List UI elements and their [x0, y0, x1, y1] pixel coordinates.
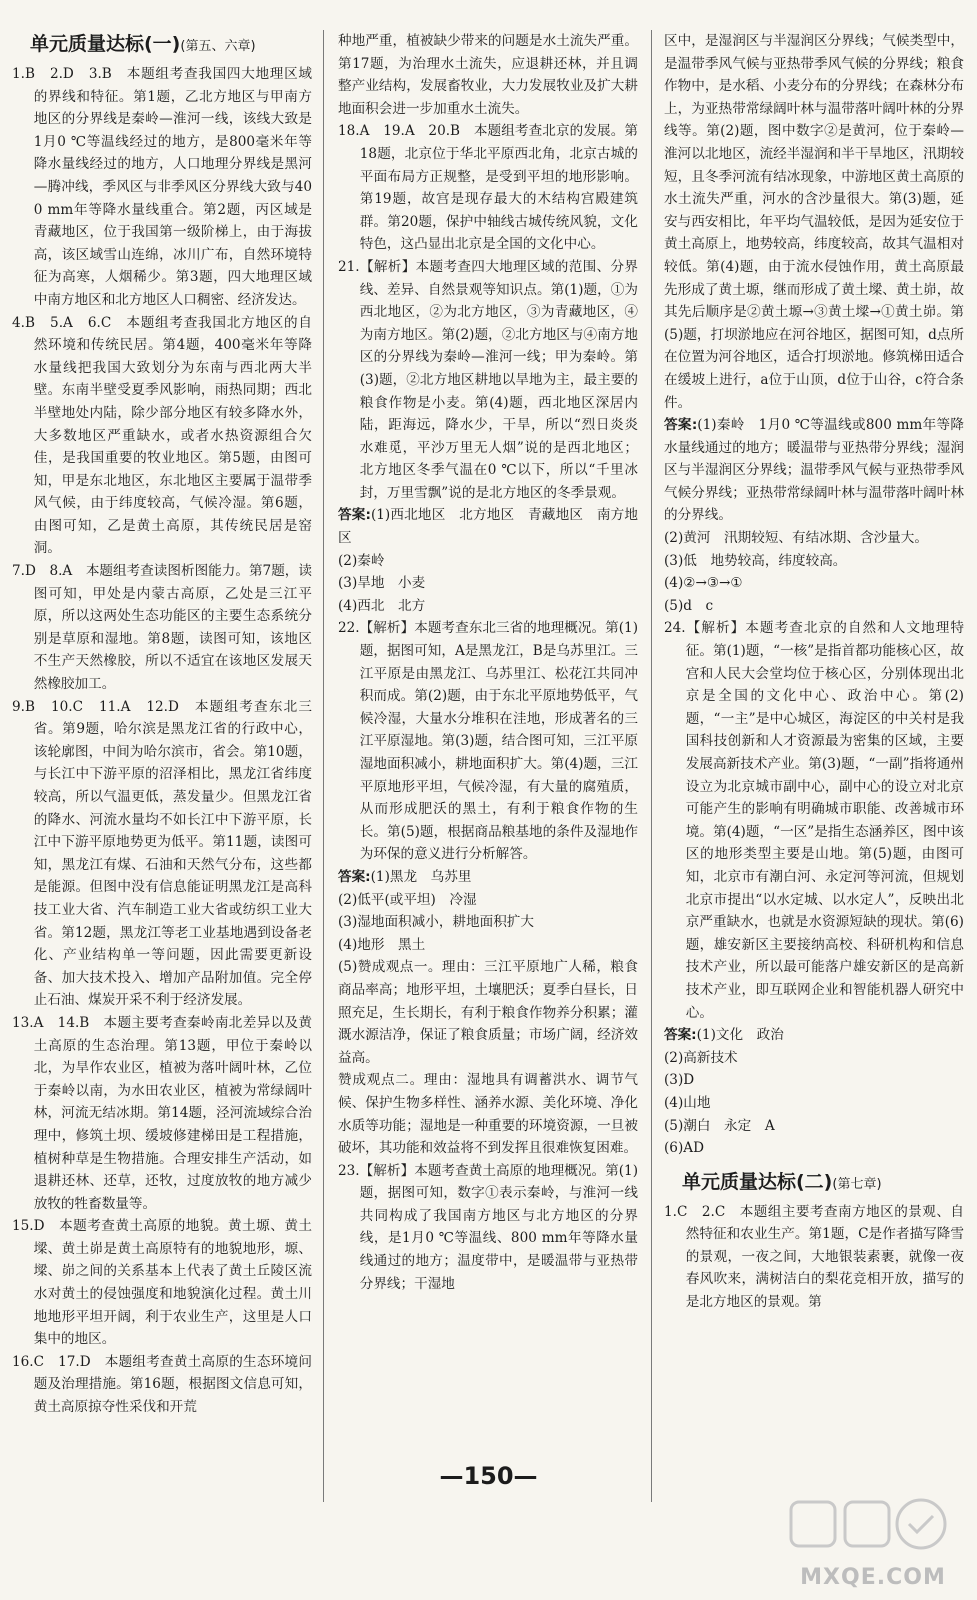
answer-q22-line: (3)湿地面积减小，耕地面积扩大: [338, 914, 534, 931]
answer-q23-line: (3)低 地势较高，纬度较高。: [664, 552, 847, 569]
answer-q22-line: (5)赞成观点一。理由：三江平原地广人稀，粮食商品率高；地形平坦，土壤肥沃；夏季白昼长，日照充足，生长期长，有利于粮食作物养分积累；灌溉水源洁净，保证了粮食质量；市场广阔，经济效益高。: [338, 959, 638, 1066]
answer-q24-line: (1)文化 政治: [696, 1027, 784, 1044]
answer-q24-line: (2)高新技术: [664, 1049, 738, 1066]
answer-q24-line: (4)山地: [664, 1094, 711, 1111]
answer-q15: 15.D 本题考查黄土高原的地貌。黄土塬、黄土墚、黄土峁是黄土高原特有的地貌地形，塬、墚、峁之间的关系基本上代表了黄土丘陵区流水对黄土的侵蚀强度和地貌演化过程。黄土川地地形平坦开阔，利于农业生产，这里是人口集中的地区。: [12, 1218, 312, 1348]
answer-q21-line: (4)西北 北方: [338, 597, 426, 614]
section-title-unit-2: [682, 1168, 964, 1199]
answer-column-3: [664, 30, 964, 1314]
answer-q23-line: (1)秦岭 1月0 ℃等温线或800 mm年等降水量线通过的地方；暖温带与亚热带分界线；湿润区与半湿润区分界线；温带季风气候与亚热带季风气候分界线；亚热带常绿阔叶林与温带落叶阔叶林的分界线。: [664, 417, 964, 524]
answer-label: 答案:: [664, 417, 698, 434]
answer-q23-line: (4)②→③→①: [664, 575, 743, 592]
answer-label: 答案:: [338, 868, 371, 885]
answer-q24-line: (3)D: [664, 1072, 695, 1089]
answer-q23-line: (5)d c: [664, 597, 714, 614]
answer-label: 答案:: [338, 507, 371, 524]
answer-q24-line: (6)AD: [664, 1140, 704, 1157]
answer-q4-6: 4.B 5.A 6.C 本题组考查我国北方地区的自然环境和传统民居。第4题，400毫米年等降水量线把我国大致划分为东南与西北两大半壁。东南半壁受夏季风影响，雨热同期；西北半壁地处内陆，除少部分地区有较多降水外，大多数地区严重缺水，或者水热资源组合欠佳，是我国重要的牧业地区。第5题，由图可知，甲是东北地区，东北地区主要属于温带季风气候，由于纬度较高，气候冷湿。第6题，由图可知，乙是黄土高原，其传统民居是窑洞。: [12, 314, 312, 557]
section-title-chapters: (第七章): [832, 1176, 882, 1192]
answer-label: 答案:: [664, 1027, 697, 1044]
answer-q24-analysis: 24.【解析】本题考查北京的自然和人文地理特征。第(1)题，“一核”是指首都功能核心区，故宫和人民大会堂均位于核心区，分别体现出北京是全国的文化中心、政治中心。第(2)题，“一主”是中心城区，海淀区的中关村是我国科技创新和人才资源最为密集的区域，主要发展高新技术产业。第(3)题，“一副”指将通州设立为北京城市副中心，副中心的设立对北京可能产生的影响有明确城市职能、改善城市环境。第(4)题，“一区”是指生态涵养区，图中该区的地形类型主要是山地。第(5)题，由图可知，北京市有潮白河、永定河等河流，但规划北京市提出“以水定城、以水定人”，反映出北京严重缺水，也就是水资源短缺的现状。第(6)题，雄安新区主要接纳高校、科研机构和信息技术产业，所以最可能落户雄安新区的是高新技术产业，即互联网企业和智能机器人研究中心。: [664, 620, 964, 1021]
section-title-unit-1: [30, 30, 312, 61]
answer-q16-17: 16.C 17.D 本题组考查黄土高原的生态环境问题及治理措施。第16题，根据图文信息可知，黄土高原掠夺性采伐和开荒: [12, 1353, 312, 1416]
answer-q23-continued: 区中，是湿润区与半湿润区分界线；气候类型中，是温带季风气候与亚热带季风气候的分界线；粮食作物中，是水稻、小麦分布的分界线；在森林分布上，为亚热带常绿阔叶林与温带落叶阔叶林的分界线等。第(2)题，图中数字②是黄河，位于秦岭—淮河以北地区，流经半湿润和半干旱地区，汛期较短，且冬季河流有结冰现象，中游地区黄土高原的水土流失严重，河水的含沙量很大。第(3)题，延安与西安相比，年平均气温较低，是因为延安位于黄土高原上，地势较高，纬度较高，故其气温相对较低。第(4)题，由于流水侵蚀作用，黄土高原最先形成了黄土塬，继而形成了黄土墚、黄土峁，故其先后顺序是②黄土塬→③黄土墚→①黄土峁。第(5)题，打坝淤地应在河谷地区，据图可知，d点所在位置为河谷地区，适合打坝淤地。修筑梯田适合在缓坡上进行，a位于山顶，d位于山谷，c符合条件。: [664, 33, 964, 411]
section-title-chapters: (第五、六章): [180, 39, 256, 54]
answer-q21-line: (3)旱地 小麦: [338, 575, 426, 592]
page-number: —150—: [439, 1462, 538, 1490]
answer-q22-line: (2)低平(或平坦) 冷湿: [338, 891, 477, 908]
section-title-text: 单元质量达标(一): [30, 33, 181, 55]
answer-q18-20: 18.A 19.A 20.B 本题组考查北京的发展。第18题，北京位于华北平原西北角，北京古城的平面布局方正规整，是受到平坦的地形影响。第19题，故宫是现存最大的木结构宫殿建筑群。第20题，保护中轴线古城传统风貌，文化特色，这凸显出北京是全国的文化中心。: [338, 123, 638, 253]
answer-q23-analysis: 23.【解析】本题考查黄土高原的地理概况。第(1)题，据图可知，数字①表示秦岭，与淮河一线共同构成了我国南方地区与北方地区的分界线，是1月0 ℃等温线、800 mm年等降水量线通过的地方；温度带中，是暖温带与亚热带分界线；干湿地: [338, 1162, 638, 1292]
column-divider: [323, 30, 324, 1502]
site-watermark: [783, 1494, 963, 1594]
answer-q24-line: (5)潮白 永定 A: [664, 1117, 775, 1134]
watermark-logo-icon: [783, 1494, 963, 1564]
answer-q21-line: (1)西北地区 北方地区 青藏地区 南方地区: [338, 507, 638, 547]
answer-q9-12: 9.B 10.C 11.A 12.D 本题组考查东北三省。第9题，哈尔滨是黑龙江省的行政中心，该轮廓图，中间为哈尔滨市，省会。第10题，与长江中下游平原的沼泽相比，黑龙江省纬度较高，所以气温更低，蒸发量少。但黑龙江省的降水、河流水量均不如长江中下游平原，长江中下游平原地势更为低平。第11题，读图可知，黑龙江有煤、石油和天然气分布，这些都是能源。但图中没有信息能证明黑龙江是高科技工业大省、汽车制造工业大省或纺织工业大省。第12题，黑龙江等老工业基地遇到设备老化、产业结构单一等问题，因此需要更新设备、加大技术投入、增加产品附加值。完全停止石油、煤炭开采不利于经济发展。: [12, 698, 312, 1009]
section-title-text: 单元质量达标(二): [682, 1170, 833, 1193]
answer-unit2-q1-2: 1.C 2.C 本题组主要考查南方地区的景观、自然特征和农业生产。第1题，C是作者描写降雪的景观，一夜之间，大地银装素裹，就像一夜春风吹来，满树洁白的梨花竞相开放，描写的是北方地区的景观。第: [664, 1203, 964, 1311]
answer-q22-line: 赞成观点二。理由：湿地具有调蓄洪水、调节气候、保护生物多样性、涵养水源、美化环境、净化水质等功能；湿地是一种重要的环境资源，一旦被破坏，其功能和效益将不到发挥且很难恢复困难。: [338, 1072, 638, 1157]
answer-q21-analysis: 21.【解析】本题考查四大地理区域的范围、分界线、差异、自然景观等知识点。第(1)题，①为西北地区，②为北方地区，③为青藏地区，④为南方地区。第(2)题，②北方地区与④南方地区的分界线为秦岭—淮河一线；甲为秦岭。第(3)题，②北方地区耕地以旱地为主，最主要的粮食作物是小麦。第(4)题，西北地区深居内陆，距海远，降水少，干旱，所以“烈日炎炎水难觅，平沙万里无人烟”说的是西北地区；北方地区冬季气温在0 ℃以下，所以“千里冰封，万里雪飘”说的是北方地区的冬季景观。: [338, 258, 638, 501]
answer-q21-line: (2)秦岭: [338, 552, 385, 569]
answer-column-1: [12, 30, 312, 1419]
watermark-text: MXQE.COM: [800, 1565, 946, 1590]
answer-q7-8: 7.D 8.A 本题组考查读图析图能力。第7题，读图可知，甲处是内蒙古高原，乙处是三江平原，所以这两处生态功能区的主要生态系统分别是草原和湿地。第8题，读图可知，该地区不生产天然橡胶，所以不适宜在该地区发展天然橡胶加工。: [12, 563, 312, 693]
answer-q17-continued: 种地严重，植被缺少带来的问题是水土流失严重。第17题，为治理水土流失，应退耕还林，并且调整产业结构，发展畜牧业，大力发展牧业及扩大耕地面积会进一步加重水土流失。: [338, 33, 638, 117]
column-divider: [651, 30, 652, 1502]
answer-q22-line: (4)地形 黑土: [338, 936, 426, 953]
answer-q13-14: 13.A 14.B 本题主要考查秦岭南北差异以及黄土高原的生态治理。第13题，甲位于秦岭以北，为旱作农业区，植被为落叶阔叶林，乙位于秦岭以南，为水田农业区，植被为常绿阔叶林，河流无结冰期。第14题，泾河流域综合治理中，修筑土坝、缓坡修建梯田是工程措施，植树种草是生物措施。合理安排生产活动，如退耕还林、还草，还牧，过度放牧的地方减少放牧的牲畜数量等。: [12, 1014, 312, 1212]
answer-column-2: [338, 30, 638, 1295]
answer-q22-line: (1)黑龙 乌苏里: [370, 868, 472, 885]
answer-q1-3: 1.B 2.D 3.B 本题组考查我国四大地理区域的界线和特征。第1题，乙北方地区与甲南方地区的分界线是秦岭—淮河一线，该线大致是1月0 ℃等温线经过的地方，是800毫米年等降水量线经过的地方，人口地理分界线是黑河—腾冲线，季风区与非季风区分界线大致与400 mm年等降水量线重合。第2题，丙区域是青藏地区，位于我国第一级阶梯上，由于海拔高，该区域雪山连绵，冰川广布，自然环境特征为高寒，人烟稀少。第3题，四大地理区域中南方地区和北方地区人口稠密、经济发达。: [12, 66, 312, 308]
answer-q23-line: (2)黄河 汛期较短、有结冰期、含沙量大。: [664, 530, 928, 547]
answer-q22-analysis: 22.【解析】本题考查东北三省的地理概况。第(1)题，据图可知，A是黑龙江，B是乌苏里江。三江平原是由黑龙江、乌苏里江、松花江共同冲积而成。第(2)题，由于东北平原地势低平，气候冷湿，大量水分堆积在洼地，形成著名的三江平原湿地。第(3)题，结合图可知，三江平原湿地面积减小，耕地面积扩大。第(4)题，三江平原地形平坦，气候冷湿，有大量的腐殖质，从而形成肥沃的黑土，有利于粮食作物的生长。第(5)题，根据商品粮基地的条件及湿地作为环保的意义进行分析解答。: [338, 620, 638, 863]
